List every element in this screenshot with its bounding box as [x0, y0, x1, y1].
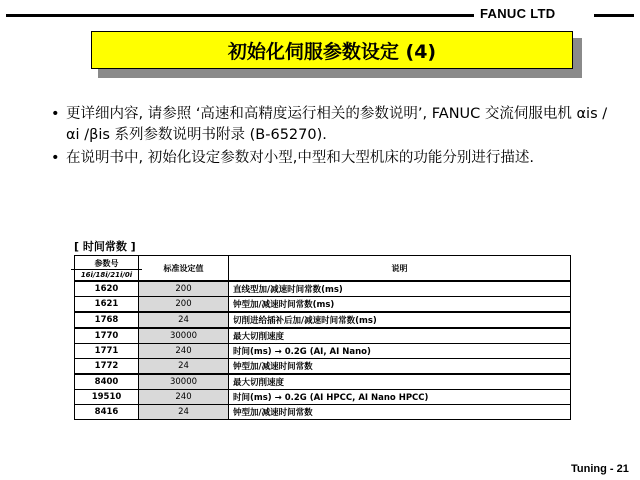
- param-no-cell: 1768: [75, 312, 139, 328]
- header-param-no-label: 参数号: [94, 259, 119, 268]
- parameter-table: [74, 255, 571, 420]
- header-rule-right: [594, 14, 634, 17]
- table-row: [75, 297, 571, 313]
- description-cell: 时间(ms) → 0.2G (AI HPCC, AI Nano HPCC): [229, 390, 571, 405]
- table-row: [75, 390, 571, 405]
- param-no-cell: 1771: [75, 344, 139, 359]
- value-cell: 24: [139, 405, 229, 420]
- table-row: [75, 328, 571, 344]
- table-caption: [ 时间常数 ]: [74, 240, 136, 253]
- bullet-text: 更详细内容, 请参照 ‘高速和高精度运行相关的参数说明’, FANUC 交流伺服电机 αis /αi /βis 系列参数说明书附录 (B-65270).: [66, 106, 608, 143]
- bullet-dot-icon: •: [51, 150, 60, 166]
- param-no-cell: 1772: [75, 359, 139, 375]
- value-cell: 240: [139, 390, 229, 405]
- param-no-cell: 19510: [75, 390, 139, 405]
- bullet-item: [48, 104, 616, 146]
- page-number: Tuning - 21: [571, 463, 629, 475]
- description-cell: 直线型加/减速时间常数(ms): [229, 281, 571, 297]
- value-cell: 240: [139, 344, 229, 359]
- value-cell: 200: [139, 297, 229, 313]
- bullet-list: [48, 104, 616, 171]
- value-cell: 30000: [139, 328, 229, 344]
- header-param-no-sub: 16i/18i/21i/0i: [71, 269, 142, 280]
- value-cell: 30000: [139, 374, 229, 390]
- value-cell: 24: [139, 312, 229, 328]
- table-row: [75, 405, 571, 420]
- param-no-cell: 1770: [75, 328, 139, 344]
- value-cell: 200: [139, 281, 229, 297]
- table-row: [75, 359, 571, 375]
- bullet-dot-icon: •: [51, 106, 60, 122]
- description-cell: 最大切削速度: [229, 374, 571, 390]
- brand-label: FANUC LTD: [480, 6, 556, 21]
- table-row: [75, 281, 571, 297]
- table-row: [75, 374, 571, 390]
- bullet-item: [48, 148, 616, 169]
- description-cell: 钟型加/减速时间常数: [229, 359, 571, 375]
- description-cell: 钟型加/减速时间常数: [229, 405, 571, 420]
- description-cell: 时间(ms) → 0.2G (AI, AI Nano): [229, 344, 571, 359]
- value-cell: 24: [139, 359, 229, 375]
- param-no-cell: 8400: [75, 374, 139, 390]
- table-row: [75, 312, 571, 328]
- header-description: 说明: [229, 256, 571, 282]
- description-cell: 最大切削速度: [229, 328, 571, 344]
- header-rule-left: [6, 14, 474, 17]
- param-no-cell: 8416: [75, 405, 139, 420]
- table-row: [75, 344, 571, 359]
- page-title: 初始化伺服参数设定 (4): [91, 31, 573, 69]
- bullet-text: 在说明书中, 初始化设定参数对小型,中型和大型机床的功能分别进行描述.: [66, 150, 534, 166]
- table-header-row: [75, 256, 571, 282]
- header-standard-value: 标准设定值: [139, 256, 229, 282]
- param-no-cell: 1620: [75, 281, 139, 297]
- param-no-cell: 1621: [75, 297, 139, 313]
- description-cell: 切削进给插补后加/减速时间常数(ms): [229, 312, 571, 328]
- description-cell: 钟型加/减速时间常数(ms): [229, 297, 571, 313]
- header-param-no: [75, 256, 139, 282]
